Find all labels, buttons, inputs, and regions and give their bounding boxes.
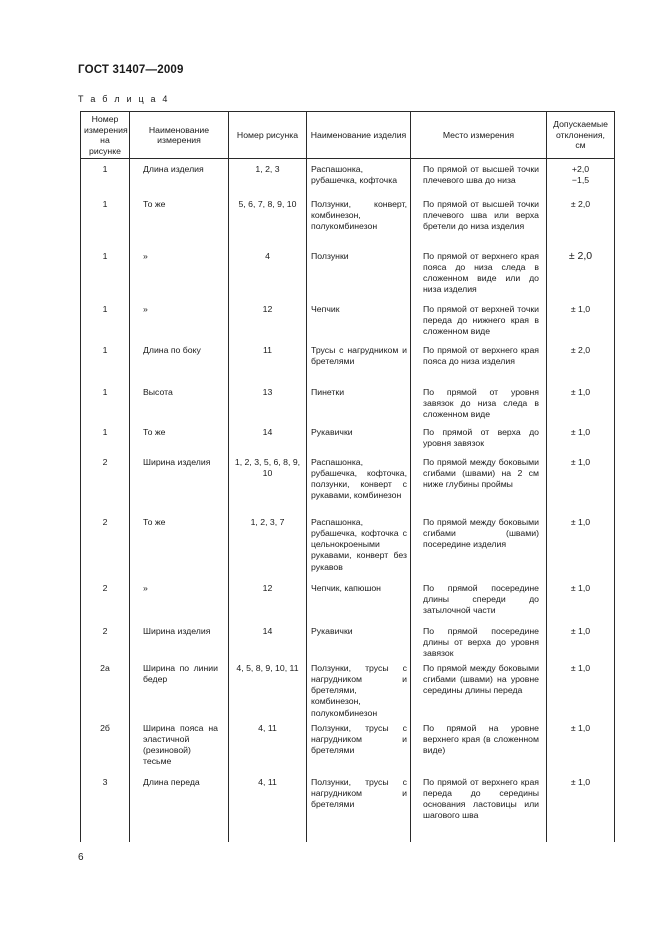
tolerance-cell — [547, 345, 615, 387]
measurement-place-cell-text: По прямой между боковыми сгибами (швами) на уровне середины длины переда — [423, 662, 539, 696]
tolerance-cell — [547, 304, 615, 345]
measurement-place-cell-text: По прямой от верхнего края пояса до низа следа в сложенном виде или до низа изделия — [423, 250, 539, 295]
tolerance-line: +2,0 — [571, 164, 590, 174]
table-row — [81, 457, 615, 517]
measurement-number-cell-text: 2б — [100, 722, 110, 733]
measurement-number-cell — [81, 723, 130, 777]
item-name-cell-text: Чепчик, капюшон — [311, 582, 381, 593]
measurement-place-cell — [411, 251, 547, 304]
measurement-number-cell — [81, 626, 130, 663]
measurement-name-cell — [130, 517, 229, 583]
measurement-number-cell-text: 1 — [102, 164, 108, 174]
measurement-place-cell — [411, 663, 547, 723]
tolerance-cell — [547, 583, 615, 626]
figure-number-cell-text: 1, 2, 3 — [255, 164, 280, 174]
item-name-cell — [307, 251, 411, 304]
measurement-number-cell — [81, 777, 130, 832]
measurement-name-cell-text: Ширина по линии бедер — [143, 662, 218, 684]
table-row — [81, 583, 615, 626]
figure-number-cell — [229, 457, 307, 517]
item-name-cell — [307, 345, 411, 387]
measurement-place-cell — [411, 517, 547, 583]
column-header-figure-number: Номер рисунка — [229, 112, 307, 159]
measurement-number-cell-text: 1 — [102, 198, 108, 209]
column-header-measurement-number: Номер измерения на рисунке — [81, 112, 130, 159]
measurement-number-cell-text: 1 — [102, 426, 108, 437]
measurement-name-cell-text: То же — [143, 426, 166, 437]
measurement-number-cell-text: 2 — [102, 456, 108, 467]
tolerance-cell — [547, 517, 615, 583]
measurement-name-cell-text: Ширина пояса на эластичной (резиновой) тесьме — [143, 722, 218, 767]
table-body — [81, 159, 615, 842]
item-name-cell-text: Трусы с нагрудником и бретелями — [311, 344, 407, 366]
tolerance-cell-text: ± 1,0 — [570, 516, 591, 527]
figure-number-cell — [229, 583, 307, 626]
figure-number-cell — [229, 626, 307, 663]
tolerance-cell — [547, 387, 615, 427]
table-tail-cell — [81, 832, 130, 842]
item-name-cell — [307, 304, 411, 345]
measurement-place-cell — [411, 777, 547, 832]
measurement-name-cell — [130, 663, 229, 723]
table-row — [81, 663, 615, 723]
measurement-place-cell — [411, 159, 547, 199]
table-row — [81, 427, 615, 457]
measurement-name-cell-text: То же — [143, 516, 166, 527]
measurement-place-cell-text: По прямой между боковыми сгибами (швами) на 2 см ниже глубины проймы — [423, 456, 539, 490]
measurement-place-cell — [411, 199, 547, 251]
tolerance-cell-text: ± 1,0 — [570, 625, 591, 636]
item-name-cell — [307, 517, 411, 583]
item-name-cell — [307, 387, 411, 427]
figure-number-cell — [229, 345, 307, 387]
measurement-name-cell-text: Ширина изделия — [143, 456, 211, 467]
measurement-name-cell — [130, 304, 229, 345]
item-name-cell — [307, 723, 411, 777]
figure-number-cell — [229, 723, 307, 777]
document-header: ГОСТ 31407—2009 — [78, 64, 184, 76]
measurement-name-cell-text: Длина по боку — [143, 344, 201, 355]
measurement-place-cell-text: По прямой от верхней точки переда до нижнего края в сложенном виде — [423, 303, 539, 337]
column-header-tolerance: Допускаемые отклонения, см — [547, 112, 615, 159]
item-name-cell — [307, 663, 411, 723]
figure-number-cell — [229, 427, 307, 457]
tolerance-cell-text: ± 2,0 — [570, 198, 591, 209]
item-name-cell — [307, 199, 411, 251]
tolerance-cell-text: ± 1,0 — [570, 456, 591, 467]
table-row — [81, 159, 615, 199]
tolerance-line: −1,5 — [571, 175, 590, 186]
measurement-name-cell-text: Длина изделия — [143, 164, 204, 174]
measurement-number-cell — [81, 663, 130, 723]
table-row — [81, 723, 615, 777]
measurement-number-cell-text: 1 — [102, 386, 108, 397]
tolerance-cell-text: ± 1,0 — [570, 426, 591, 437]
table-tail-cell — [411, 832, 547, 842]
table-tail-cell — [547, 832, 615, 842]
column-header-measurement-place: Место измерения — [411, 112, 547, 159]
measurement-name-cell-text: » — [143, 303, 148, 314]
measurements-table-container — [80, 111, 614, 842]
tolerance-cell-text: ± 1,0 — [570, 303, 591, 314]
table-tail-row — [81, 832, 615, 842]
item-name-cell-text: Распашонка, рубашечка, кофточка — [311, 164, 398, 186]
figure-number-cell-text: 5, 6, 7, 8, 9, 10 — [238, 198, 297, 209]
table-tail-cell — [307, 832, 411, 842]
item-name-cell-text: Ползунки — [311, 250, 349, 261]
measurement-place-cell — [411, 457, 547, 517]
measurement-number-cell — [81, 387, 130, 427]
measurement-place-cell — [411, 304, 547, 345]
measurement-name-cell — [130, 345, 229, 387]
measurement-number-cell-text: 1 — [102, 303, 108, 314]
tolerance-cell — [547, 427, 615, 457]
measurement-place-cell — [411, 626, 547, 663]
figure-number-cell — [229, 387, 307, 427]
measurement-name-cell-text: » — [143, 250, 148, 261]
figure-number-cell — [229, 251, 307, 304]
measurement-place-cell-text: По прямой посередине длины от верха до уровня завязок — [423, 625, 539, 659]
tolerance-cell-text: ± 1,0 — [570, 386, 591, 397]
measurement-name-cell — [130, 427, 229, 457]
measurement-place-cell-text: По прямой от высшей точки плечевого шва до низа — [423, 164, 539, 186]
figure-number-cell-text: 1, 2, 3, 5, 6, 8, 9, 10 — [234, 456, 301, 478]
measurement-name-cell-text: То же — [143, 198, 166, 209]
tolerance-cell — [547, 251, 615, 304]
tolerance-cell — [547, 159, 615, 199]
item-name-cell-text: Рукавички — [311, 426, 353, 437]
tolerance-cell-text: ± 2,0 — [570, 344, 591, 355]
figure-number-cell — [229, 304, 307, 345]
item-name-cell — [307, 777, 411, 832]
measurement-name-cell-text: » — [143, 582, 148, 593]
table-row — [81, 251, 615, 304]
measurement-name-cell — [130, 626, 229, 663]
figure-number-cell-text: 14 — [262, 625, 273, 636]
tolerance-cell — [547, 723, 615, 777]
measurement-place-cell-text: По прямой от высшей точки плечевого шва или верха бретели до низа изделия — [423, 198, 539, 232]
tolerance-cell-text: ± 1,0 — [570, 662, 591, 673]
figure-number-cell-text: 1, 2, 3, 7 — [250, 516, 285, 527]
table-row — [81, 517, 615, 583]
table-row — [81, 345, 615, 387]
measurement-number-cell — [81, 159, 130, 199]
measurement-number-cell — [81, 304, 130, 345]
figure-number-cell — [229, 199, 307, 251]
table-header-row — [81, 112, 615, 159]
measurement-place-cell-text: По прямой посередине длины спереди до затылочной части — [423, 582, 539, 616]
figure-number-cell-text: 12 — [262, 303, 273, 314]
figure-number-cell — [229, 663, 307, 723]
measurement-number-cell-text: 1 — [102, 250, 108, 261]
table-row — [81, 626, 615, 663]
measurement-number-cell — [81, 517, 130, 583]
item-name-cell — [307, 583, 411, 626]
column-header-item-name: Наименование изделия — [307, 112, 411, 159]
measurement-place-cell-text: По прямой на уровне верхнего края (в сложенном виде) — [423, 722, 539, 756]
figure-number-cell-text: 4, 5, 8, 9, 10, 11 — [236, 662, 299, 673]
table-caption: Т а б л и ц а 4 — [78, 94, 170, 104]
measurement-number-cell-text: 2а — [100, 662, 110, 673]
measurement-number-cell — [81, 583, 130, 626]
item-name-cell — [307, 626, 411, 663]
measurement-place-cell — [411, 583, 547, 626]
item-name-cell-text: Пинетки — [311, 386, 345, 397]
measurement-place-cell-text: По прямой от уровня завязок до низа следа в сложенном виде — [423, 386, 539, 420]
measurement-number-cell-text: 1 — [102, 344, 108, 355]
item-name-cell — [307, 159, 411, 199]
measurement-number-cell — [81, 199, 130, 251]
measurement-place-cell — [411, 345, 547, 387]
item-name-cell-text: Ползунки, конверт, комбинезон, полукомбинезон — [311, 198, 407, 232]
measurement-name-cell — [130, 199, 229, 251]
measurement-name-cell — [130, 159, 229, 199]
measurement-number-cell — [81, 457, 130, 517]
figure-number-cell-text: 4 — [265, 250, 270, 261]
item-name-cell-text: Распашонка, рубашечка, кофточка с цельнокроеными рукавами, конверт без рукавов — [311, 516, 407, 572]
measurement-place-cell-text: По прямой от верха до уровня завязок — [423, 426, 539, 448]
column-header-measurement-name: Наименование измерения — [130, 112, 229, 159]
measurement-name-cell — [130, 723, 229, 777]
measurement-name-cell — [130, 251, 229, 304]
figure-number-cell-text: 12 — [262, 582, 273, 593]
measurement-number-cell-text: 2 — [102, 582, 108, 593]
measurement-number-cell-text: 3 — [102, 776, 108, 787]
measurement-name-cell-text: Высота — [143, 386, 173, 397]
tolerance-cell — [547, 663, 615, 723]
measurement-number-cell — [81, 251, 130, 304]
measurement-number-cell-text: 2 — [102, 516, 108, 527]
measurement-name-cell — [130, 777, 229, 832]
measurement-place-cell — [411, 723, 547, 777]
measurement-number-cell — [81, 345, 130, 387]
tolerance-cell — [547, 777, 615, 832]
measurement-name-cell-text: Ширина изделия — [143, 625, 211, 636]
tolerance-cell — [547, 199, 615, 251]
tolerance-cell — [547, 457, 615, 517]
measurement-number-cell-text: 2 — [102, 625, 108, 636]
item-name-cell-text: Ползунки, трусы с нагрудником и бретелями, комбинезон, полукомбинезон — [311, 662, 407, 718]
figure-number-cell-text: 4, 11 — [258, 776, 277, 787]
figure-number-cell — [229, 517, 307, 583]
measurement-name-cell-text: Длина переда — [143, 776, 200, 787]
table-row — [81, 199, 615, 251]
measurements-table — [80, 111, 615, 842]
tolerance-cell-text: ± 1,0 — [570, 722, 591, 733]
measurement-place-cell-text: По прямой от верхнего края пояса до низа изделия — [423, 344, 539, 366]
figure-number-cell-text: 4, 11 — [258, 722, 277, 733]
item-name-cell-text: Рукавички — [311, 625, 353, 636]
table-row — [81, 777, 615, 832]
item-name-cell-text: Ползунки, трусы с нагрудником и бретелями — [311, 776, 407, 810]
figure-number-cell-text: 13 — [262, 386, 273, 397]
figure-number-cell-text: 14 — [262, 426, 273, 437]
item-name-cell — [307, 457, 411, 517]
tolerance-cell — [547, 626, 615, 663]
measurement-place-cell-text: По прямой от верхнего края переда до середины основания ластовицы или шагового шва — [423, 776, 539, 821]
tolerance-cell-text: ± 1,0 — [570, 776, 591, 787]
figure-number-cell — [229, 777, 307, 832]
table-row — [81, 304, 615, 345]
tolerance-cell-text — [551, 164, 610, 187]
table-row — [81, 387, 615, 427]
tolerance-cell-text: ± 2,0 — [568, 250, 593, 262]
measurement-name-cell — [130, 457, 229, 517]
tolerance-cell-text: ± 1,0 — [570, 582, 591, 593]
page-number: 6 — [78, 852, 84, 863]
measurement-name-cell — [130, 583, 229, 626]
item-name-cell-text: Чепчик — [311, 303, 340, 314]
figure-number-cell-text: 11 — [262, 344, 273, 355]
table-tail-cell — [130, 832, 229, 842]
item-name-cell-text: Распашонка, рубашечка, кофточка, ползунки, конверт с рукавами, комбинезон — [311, 456, 407, 501]
measurement-place-cell — [411, 387, 547, 427]
measurement-place-cell-text: По прямой между боковыми сгибами (швами) посередине изделия — [423, 516, 539, 550]
table-tail-cell — [229, 832, 307, 842]
measurement-name-cell — [130, 387, 229, 427]
measurement-number-cell — [81, 427, 130, 457]
item-name-cell-text: Ползунки, трусы с нагрудником и бретелями — [311, 722, 407, 756]
figure-number-cell — [229, 159, 307, 199]
measurement-place-cell — [411, 427, 547, 457]
item-name-cell — [307, 427, 411, 457]
